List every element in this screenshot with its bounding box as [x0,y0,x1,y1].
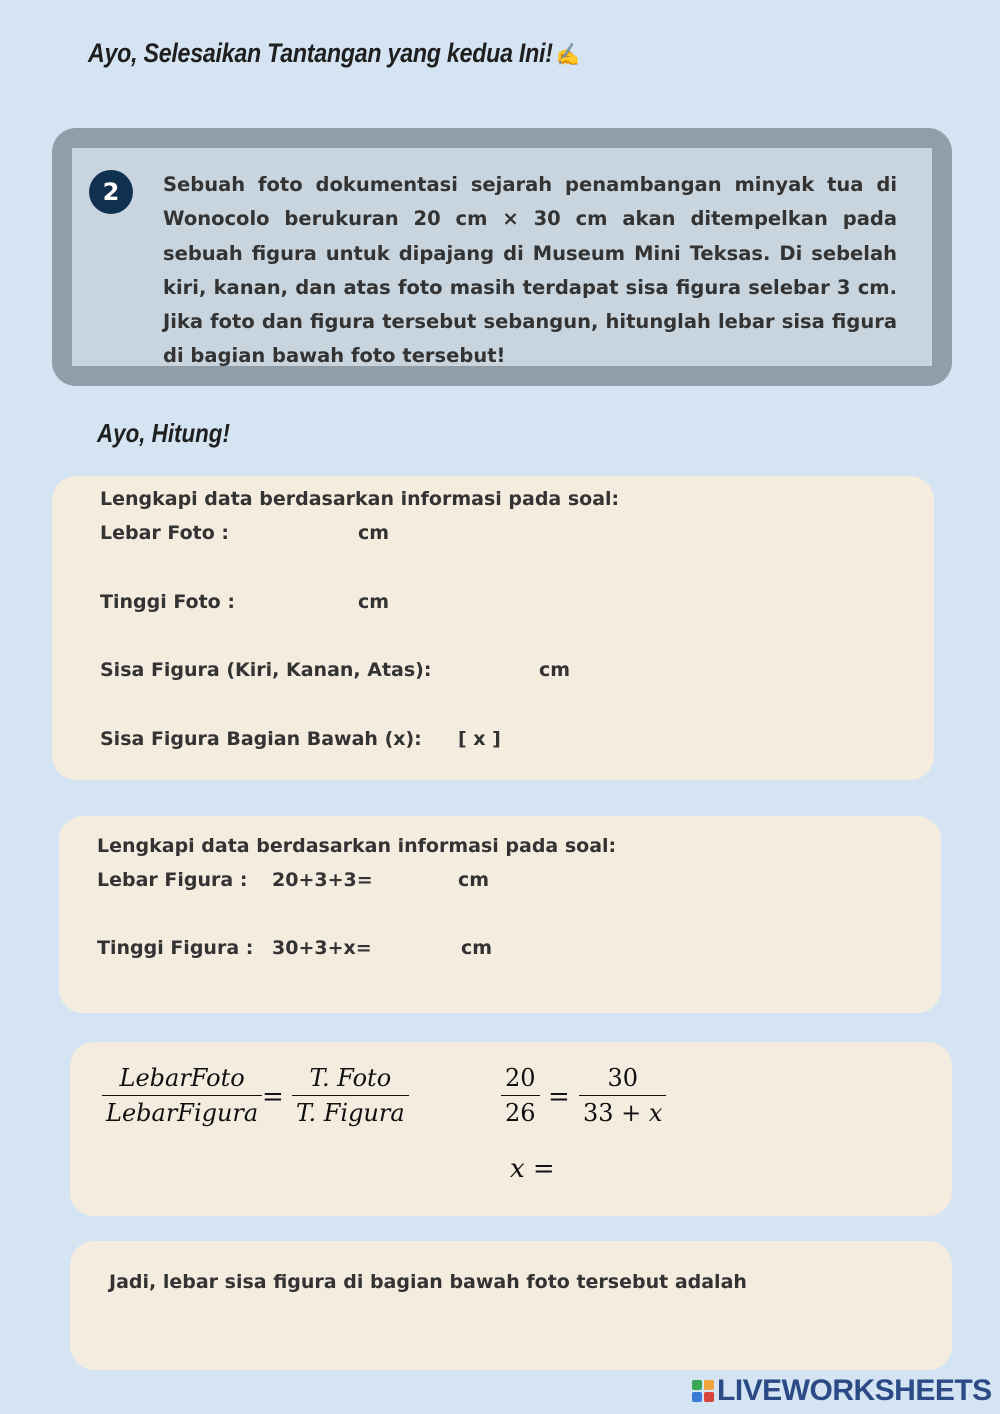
lebar-foto-unit: cm [358,522,390,544]
sisa-figura-unit: cm [539,659,571,681]
formula-left-fraction [102,1064,262,1127]
formula-right-num: T. Foto [309,1064,392,1092]
formula-right-den: T. Figura [296,1099,405,1127]
subst-right-den-var: x [648,1099,663,1127]
conclusion-card [70,1241,952,1370]
lebar-foto-label: Lebar Foto : [100,522,230,544]
formula-left-den: LebarFigura [106,1099,259,1127]
page-title-text: Ayo, Selesaikan Tantangan yang kedua Ini! [88,38,553,68]
result-equals: = [524,1154,555,1184]
subst-equals: = [548,1082,570,1112]
formula-equals: = [262,1082,284,1112]
card1-instruction: Lengkapi data berdasarkan informasi pada soal: [100,488,620,510]
logo-text: LIVEWORKSHEETS [717,1374,992,1407]
tinggi-foto-unit: cm [358,591,390,613]
subst-left-num: 20 [505,1064,536,1092]
formula-right-fraction [292,1064,409,1127]
data-card-frame [59,816,941,1013]
lebar-figura-unit: cm [458,869,490,891]
subst-right-den-const: 33 + [583,1099,649,1127]
result-expression [510,1154,555,1184]
lebar-figura-label: Lebar Figura : [97,869,248,891]
problem-inner [72,148,932,366]
problem-number-badge: 2 [89,170,133,214]
writing-hand-icon: ✍️ [556,42,580,67]
result-var: x [510,1154,525,1184]
section-heading: Ayo, Hitung! [97,418,230,448]
subst-right-fraction [579,1064,666,1127]
subst-right-num: 30 [607,1064,638,1092]
formula-left-num: LebarFoto [119,1064,245,1092]
sisa-figura-label: Sisa Figura (Kiri, Kanan, Atas): [100,659,432,681]
card2-instruction: Lengkapi data berdasarkan informasi pada soal: [97,835,617,857]
subst-left-fraction [501,1064,540,1127]
sisa-bawah-label: Sisa Figura Bagian Bawah (x): [100,728,422,750]
liveworksheets-logo [692,1374,992,1408]
problem-box [52,128,952,386]
liveworksheets-logo-icon [692,1380,714,1402]
problem-text: Sebuah foto dokumentasi sejarah penambangan minyak tua di Wonocolo berukuran 20 cm × 30 cm akan ditempelkan pada sebuah figura untuk dipajang di Museum Mini Teksas. Di sebelah kiri, kanan, dan atas foto masih terdapat sisa figura selebar 3 cm. Jika foto dan figura tersebut sebangun, hitunglah lebar sisa figura di bagian bawah foto tersebut! [163,173,897,368]
equation-card [70,1042,952,1216]
page-title [88,38,579,69]
sisa-bawah-unit: [ x ] [458,728,501,750]
tinggi-foto-label: Tinggi Foto : [100,591,235,613]
subst-left-den: 26 [501,1095,540,1127]
conclusion-text: Jadi, lebar sisa figura di bagian bawah foto tersebut adalah [109,1271,747,1293]
tinggi-figura-label: Tinggi Figura : [97,937,254,959]
data-card-photo [52,476,934,780]
tinggi-figura-expr: 30+3+x= [272,937,372,959]
lebar-figura-expr: 20+3+3= [272,869,373,891]
tinggi-figura-unit: cm [461,937,493,959]
